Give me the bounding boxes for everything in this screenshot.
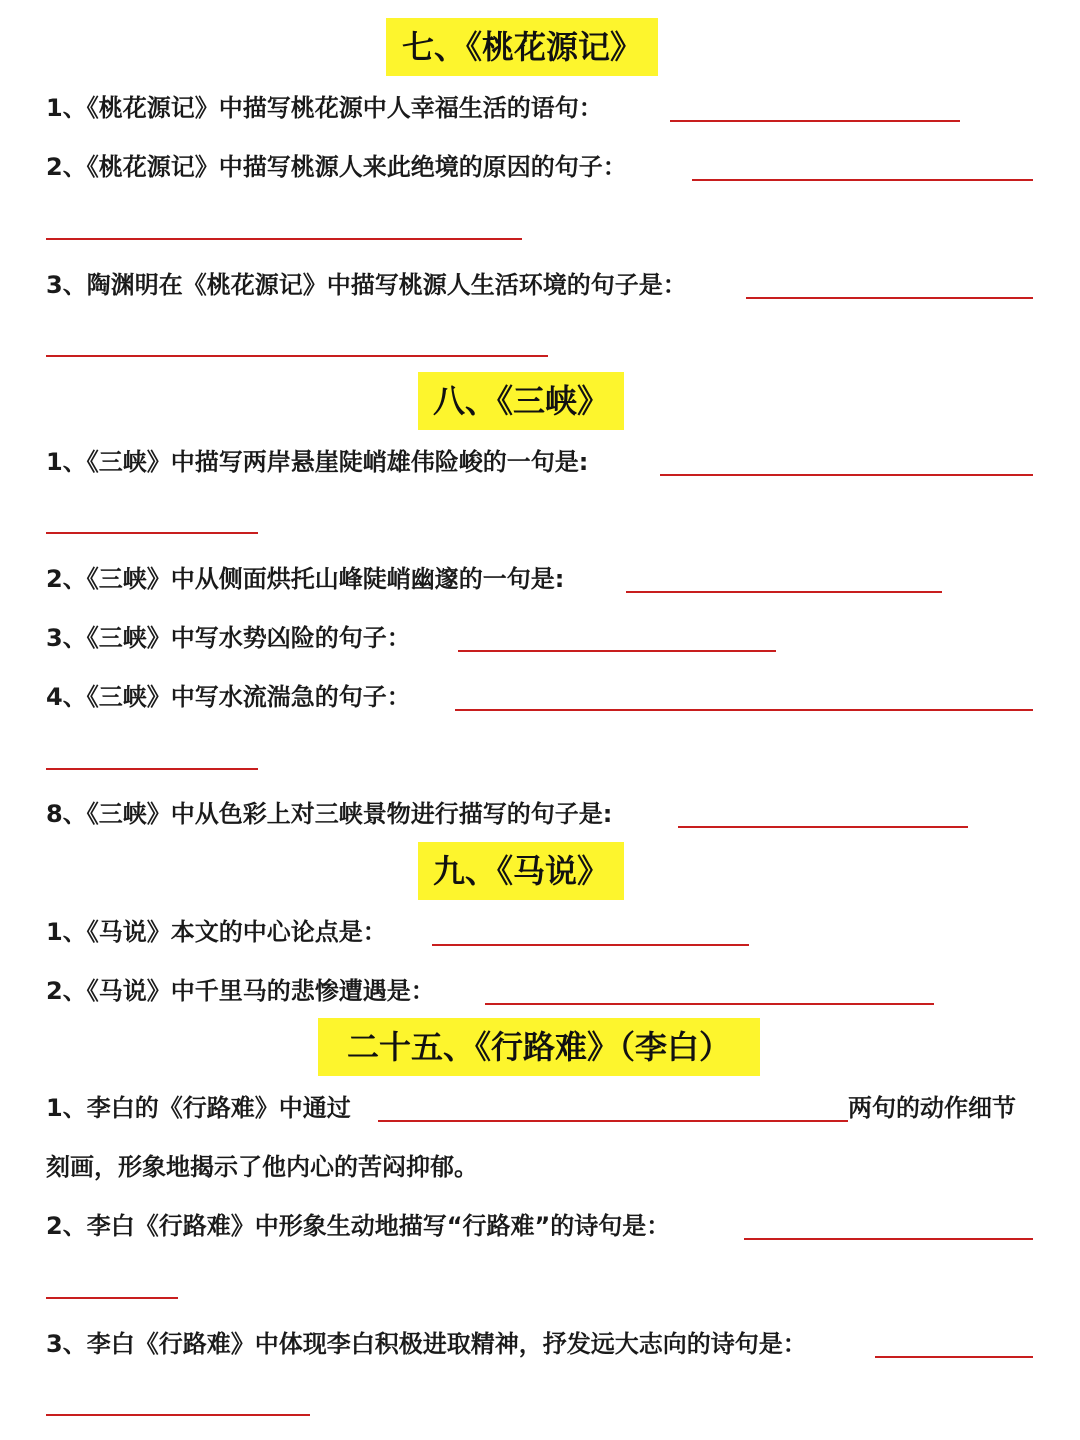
answer-blank[interactable] [485, 1003, 934, 1005]
answer-blank[interactable] [46, 768, 258, 770]
answer-blank[interactable] [46, 1414, 310, 1416]
question-text: 1、《桃花源记》中描写桃花源中人幸福生活的语句： [46, 94, 603, 122]
question-text: 刻画，形象地揭示了他内心的苦闷抑郁。 [46, 1153, 478, 1181]
answer-blank[interactable] [746, 297, 1033, 299]
answer-blank[interactable] [744, 1238, 1033, 1240]
answer-blank[interactable] [660, 474, 1033, 476]
answer-blank[interactable] [432, 944, 749, 946]
answer-blank[interactable] [670, 120, 960, 122]
question-text: 2、李白《行路难》中形象生动地描写“行路难”的诗句是： [46, 1212, 671, 1240]
section-title-taohuayuanji: 七、《桃花源记》 [386, 18, 658, 76]
question-text: 1、《三峡》中描写两岸悬崖陡峭雄伟险峻的一句是: [46, 448, 589, 476]
question-text: 1、《马说》本文的中心论点是： [46, 918, 387, 946]
answer-blank[interactable] [378, 1120, 848, 1122]
section-title-mashuo: 九、《马说》 [418, 842, 624, 900]
answer-blank[interactable] [46, 1297, 178, 1299]
answer-blank[interactable] [46, 355, 548, 357]
answer-blank[interactable] [46, 532, 258, 534]
question-text: 1、李白的《行路难》中通过 [46, 1094, 351, 1122]
answer-blank[interactable] [678, 826, 968, 828]
answer-blank[interactable] [46, 238, 522, 240]
answer-blank[interactable] [692, 179, 1033, 181]
question-text: 3、陶渊明在《桃花源记》中描写桃源人生活环境的句子是： [46, 271, 687, 299]
answer-blank[interactable] [455, 709, 1033, 711]
question-text: 8、《三峡》中从色彩上对三峡景物进行描写的句子是: [46, 800, 613, 828]
question-text: 2、《三峡》中从侧面烘托山峰陡峭幽邃的一句是: [46, 565, 565, 593]
answer-blank[interactable] [458, 650, 776, 652]
question-text: 4、《三峡》中写水流湍急的句子： [46, 683, 411, 711]
answer-blank[interactable] [626, 591, 942, 593]
question-text: 2、《马说》中千里马的悲惨遭遇是： [46, 977, 435, 1005]
section-title-sanxia: 八、《三峡》 [418, 372, 624, 430]
section-title-xinglunan: 二十五、《行路难》（李白） [318, 1018, 760, 1076]
question-text: 两句的动作细节 [848, 1094, 1016, 1122]
answer-blank[interactable] [875, 1356, 1033, 1358]
question-text: 3、《三峡》中写水势凶险的句子： [46, 624, 411, 652]
question-text: 3、李白《行路难》中体现李白积极进取精神，抒发远大志向的诗句是： [46, 1330, 807, 1358]
question-text: 2、《桃花源记》中描写桃源人来此绝境的原因的句子： [46, 153, 627, 181]
